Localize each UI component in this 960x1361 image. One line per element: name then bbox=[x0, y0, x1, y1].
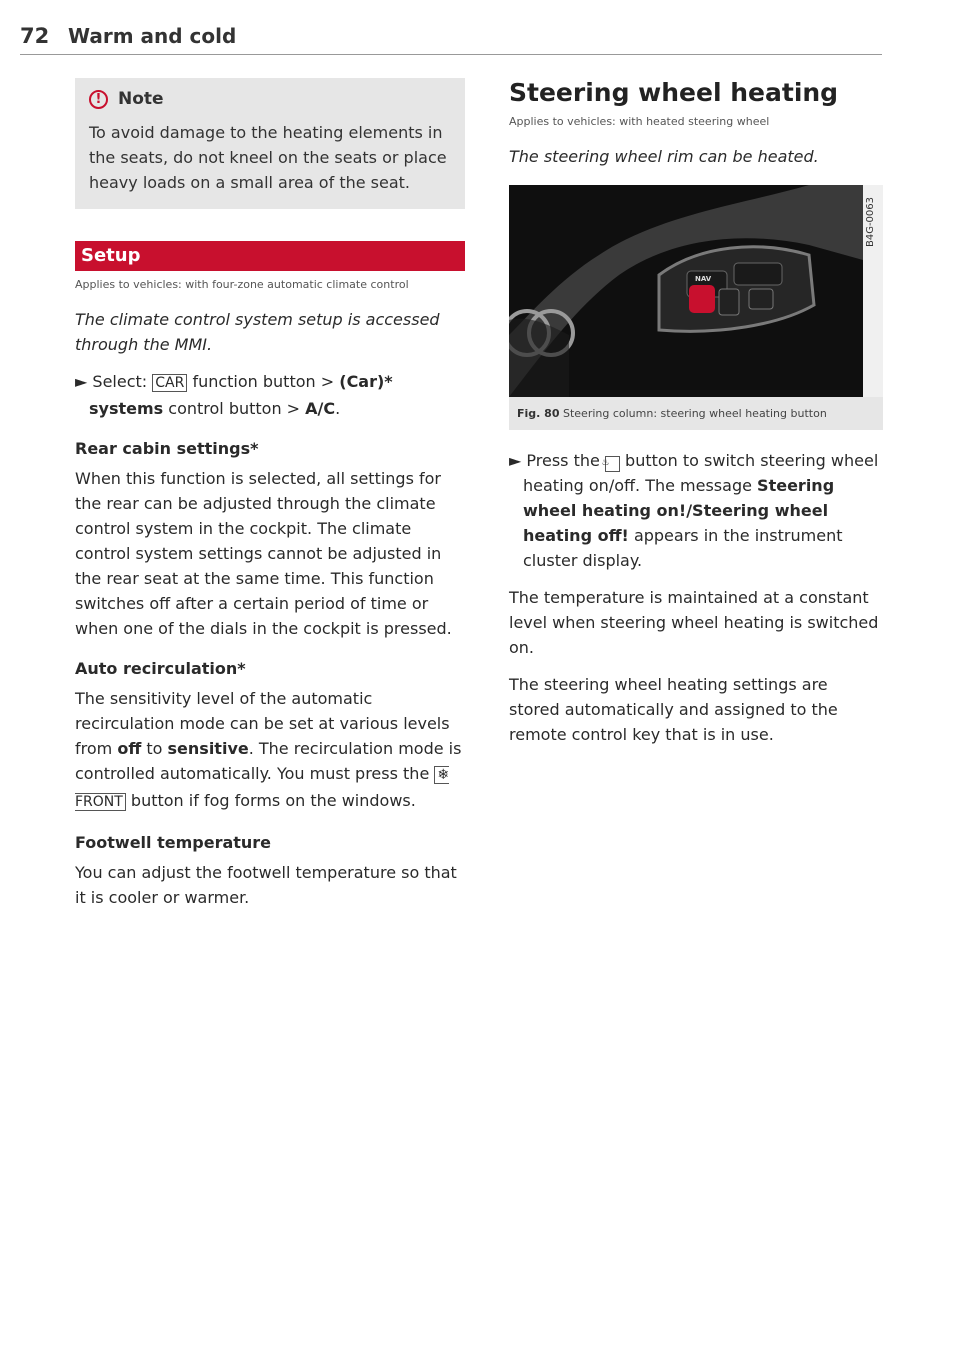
steering-para-2: The steering wheel heating settings are stored automatically and assigned to the remote control key that is in use. bbox=[509, 675, 838, 744]
note-box bbox=[75, 78, 465, 209]
figure-80 bbox=[509, 185, 883, 430]
note-text: To avoid damage to the heating elements in the seats, do not kneel on the seats or place heavy loads on a small area of the seat. bbox=[89, 123, 447, 192]
bullet-icon: ► bbox=[75, 372, 88, 391]
steering-applies: Applies to vehicles: with heated steering wheel bbox=[509, 115, 770, 128]
steering-para-1: The temperature is maintained at a constant level when steering wheel heating is switched on. bbox=[509, 588, 879, 657]
right-column bbox=[509, 78, 883, 747]
note-header bbox=[89, 84, 451, 114]
section-title: Warm and cold bbox=[68, 24, 237, 48]
steering-step: ► Press the ♨ button to switch steering wheel heating on/off. The message Steering wheel heating on!/Steering wheel heating off! appears in the instrument cluster display. bbox=[509, 451, 879, 570]
figure-caption: Fig. 80 Steering column: steering wheel heating button bbox=[517, 407, 827, 420]
auto-recirculation-title: Auto recirculation* bbox=[75, 659, 246, 678]
setup-step: ► Select: CAR function button > (Car)* systems control button > A/C. bbox=[75, 372, 393, 418]
car-button-label: CAR bbox=[152, 374, 187, 392]
rear-cabin-text: When this function is selected, all settings for the rear can be adjusted through the climate control system in the cockpit. The climate control system settings cannot be adjusted in the rear seat at the same time. This function switches off after a certain period of time or when one of the dials in the cockpit is pressed. bbox=[75, 469, 452, 638]
front-defrost-button-label: ❄ FRONT bbox=[75, 767, 450, 810]
setup-heading: Setup bbox=[75, 241, 465, 271]
nav-label: NAV bbox=[695, 275, 712, 283]
steering-intro: The steering wheel rim can be heated. bbox=[509, 147, 819, 166]
page-header bbox=[20, 22, 882, 55]
steering-wheel-illustration bbox=[509, 185, 863, 397]
steering-heat-icon: ♨ bbox=[605, 456, 620, 472]
note-title: Note bbox=[118, 89, 164, 109]
left-column bbox=[75, 78, 465, 910]
steering-wheel-image bbox=[509, 185, 883, 397]
figure-label: Fig. 80 bbox=[517, 407, 560, 420]
caution-icon: ! bbox=[89, 90, 108, 109]
steering-heading: Steering wheel heating bbox=[509, 78, 839, 107]
setup-applies: Applies to vehicles: with four-zone automatic climate control bbox=[75, 278, 409, 291]
setup-intro: The climate control system setup is accessed through the MMI. bbox=[75, 310, 440, 354]
rear-cabin-title: Rear cabin settings* bbox=[75, 439, 259, 458]
figure-code: B4G-0063 bbox=[865, 197, 876, 248]
bullet-icon: ► bbox=[509, 451, 522, 470]
auto-recirculation-text: The sensitivity level of the automatic recirculation mode can be set at various levels from off to sensitive. The recirculation mode is controlled automatically. You must press the ❄ FRONT button if fog forms on the windows. bbox=[75, 689, 462, 810]
footwell-text: You can adjust the footwell temperature so that it is cooler or warmer. bbox=[75, 863, 457, 907]
page-number: 72 bbox=[20, 24, 50, 48]
figure-code-strip bbox=[863, 185, 883, 397]
footwell-title: Footwell temperature bbox=[75, 833, 272, 852]
